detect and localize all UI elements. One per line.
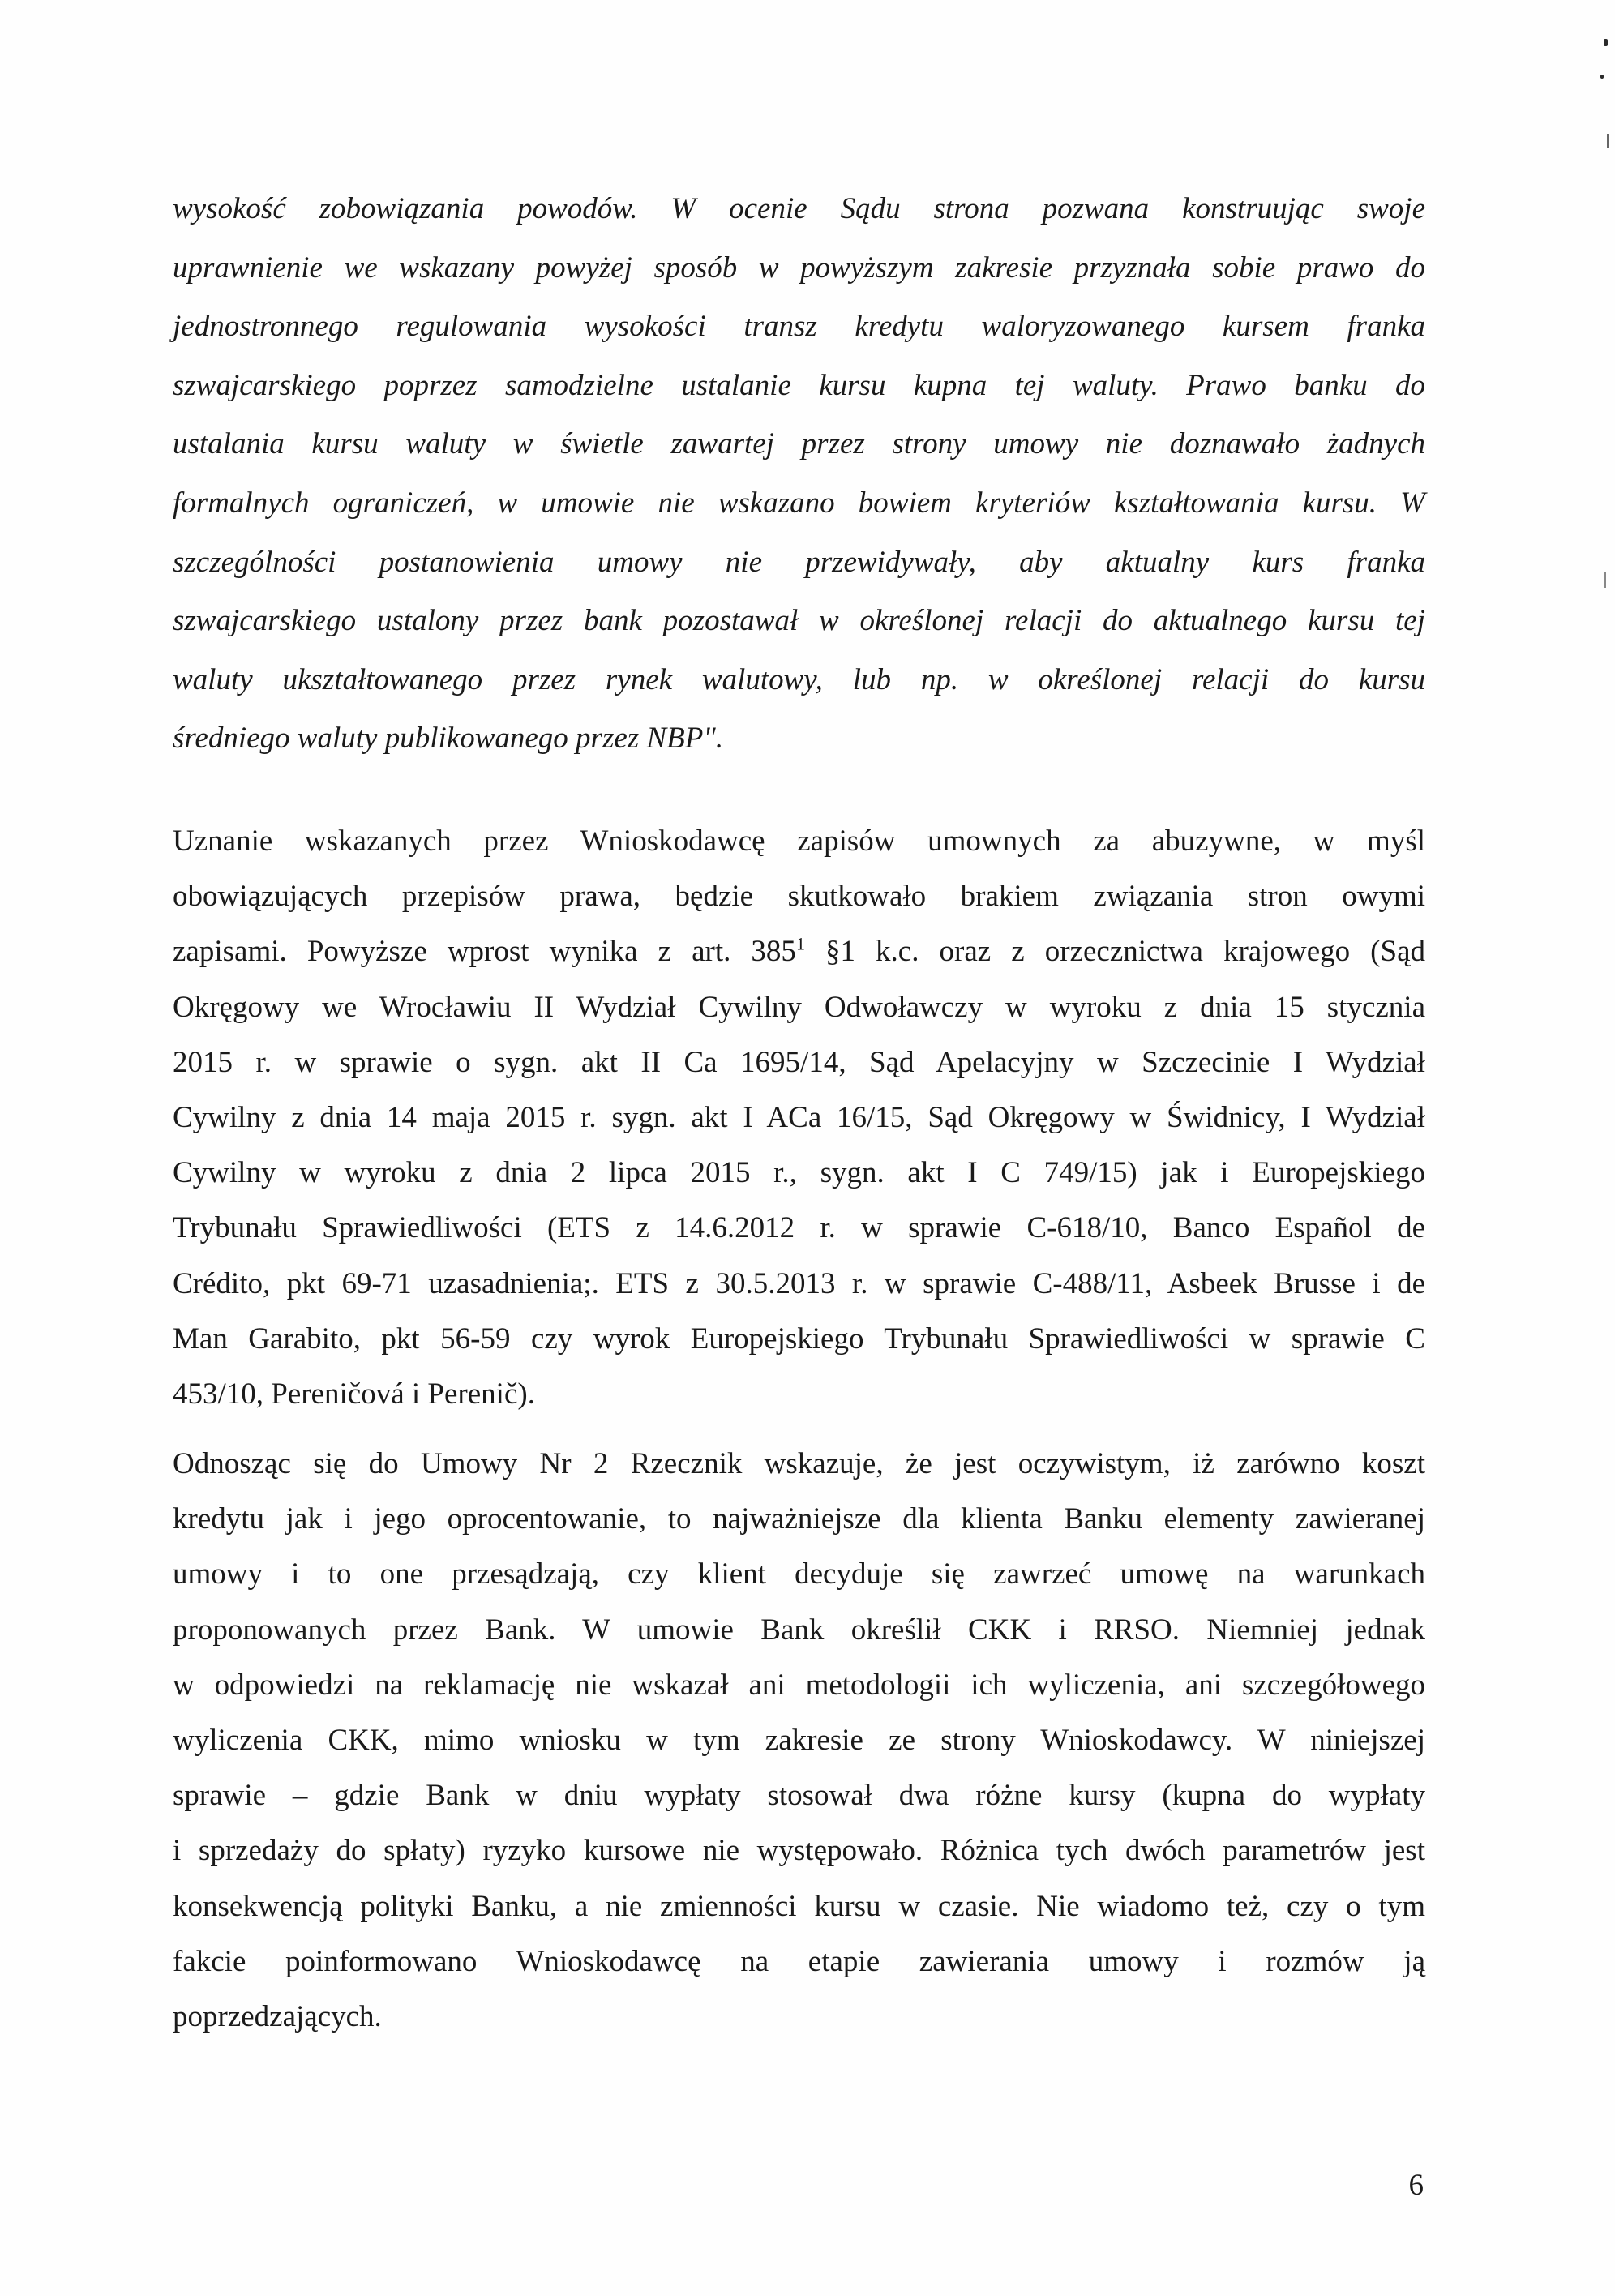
- quote-line: wysokość zobowiązania powodów. W ocenie Sądu strona pozwana konstruując swoje: [173, 192, 1425, 225]
- quote-line: szczególności postanowienia umowy nie przewidywały, aby aktualny kurs franka: [173, 545, 1425, 579]
- scan-artifact: [1607, 134, 1609, 148]
- paragraph-line: fakcie poinformowano Wnioskodawcę na etapie zawierania umowy i rozmów ją: [173, 1944, 1425, 1978]
- paragraph-line: umowy i to one przesądzają, czy klient decyduje się zawrzeć umowę na warunkach: [173, 1557, 1425, 1591]
- paragraph-line: [173, 924, 1425, 979]
- page-number: 6: [1408, 2169, 1424, 2202]
- paragraph-line: sprawie – gdzie Bank w dniu wypłaty stosował dwa różne kursy (kupna do wypłaty: [173, 1779, 1425, 1813]
- quote-line: ustalania kursu waluty w świetle zawartej przez strony umowy nie doznawało żadnych: [173, 427, 1425, 461]
- article-superscript: 1: [795, 934, 805, 955]
- paragraph-line: Crédito, pkt 69-71 uzasadnienia;. ETS z 30.5.2013 r. w sprawie C-488/11, Asbeek Brusse i de: [173, 1266, 1425, 1300]
- article-reference: zapisami. Powyższe wprost wynika z art. 385: [173, 935, 796, 969]
- quote-line: waluty ukształtowanego przez rynek walutowy, lub np. w określonej relacji do kursu: [173, 662, 1425, 696]
- article-reference-rest: §1 k.c. oraz z orzecznictwa krajowego (Sąd: [804, 935, 1425, 969]
- quoted-judgment-text: [173, 180, 1425, 769]
- paragraph-line: i sprzedaży do spłaty) ryzyko kursowe nie występowało. Różnica tych dwóch parametrów jest: [173, 1834, 1425, 1868]
- paragraph-line: Cywilny z dnia 14 maja 2015 r. sygn. akt I ACa 16/15, Sąd Okręgowy w Świdnicy, I Wydział: [173, 1101, 1425, 1135]
- paragraph-line: obowiązujących przepisów prawa, będzie skutkowało brakiem związania stron owymi: [173, 880, 1425, 914]
- quote-line: szwajcarskiego poprzez samodzielne ustalanie kursu kupna tej waluty. Prawo banku do: [173, 368, 1425, 402]
- paragraph-line: Uznanie wskazanych przez Wnioskodawcę zapisów umownych za abuzywne, w myśl: [173, 825, 1425, 858]
- paragraph-line: kredytu jak i jego oprocentowanie, to najważniejsze dla klienta Banku elementy zawieranej: [173, 1502, 1425, 1536]
- paragraph-line: poprzedzających.: [173, 2000, 382, 2034]
- paragraph-line: Cywilny w wyroku z dnia 2 lipca 2015 r., sygn. akt I C 749/15) jak i Europejskiego: [173, 1156, 1425, 1190]
- paragraph-line: proponowanych przez Bank. W umowie Bank określił CKK i RRSO. Niemniej jednak: [173, 1613, 1425, 1647]
- paragraph-contract-no-2: [173, 1437, 1425, 2045]
- quote-line: szwajcarskiego ustalony przez bank pozostawał w określonej relacji do aktualnego kursu tej: [173, 604, 1425, 638]
- quote-line: formalnych ograniczeń, w umowie nie wskazano bowiem kryteriów kształtowania kursu. W: [173, 486, 1425, 520]
- paragraph-abusive-clauses: [173, 814, 1425, 1422]
- paragraph-line: Odnosząc się do Umowy Nr 2 Rzecznik wskazuje, że jest oczywistym, iż zarówno koszt: [173, 1447, 1425, 1480]
- scan-artifact: [1604, 572, 1606, 588]
- paragraph-line: Trybunału Sprawiedliwości (ETS z 14.6.2012 r. w sprawie C-618/10, Banco Español de: [173, 1211, 1425, 1245]
- scan-artifact: [1604, 39, 1608, 46]
- paragraph-line: 2015 r. w sprawie o sygn. akt II Ca 1695/14, Sąd Apelacyjny w Szczecinie I Wydział: [173, 1045, 1425, 1079]
- paragraph-line: wyliczenia CKK, mimo wniosku w tym zakresie ze strony Wnioskodawcy. W niniejszej: [173, 1724, 1425, 1758]
- paragraph-line: w odpowiedzi na reklamację nie wskazał ani metodologii ich wyliczenia, ani szczegółowego: [173, 1668, 1425, 1702]
- paragraph-line: Man Garabito, pkt 56-59 czy wyrok Europejskiego Trybunału Sprawiedliwości w sprawie C: [173, 1321, 1425, 1356]
- quote-line: uprawnienie we wskazany powyżej sposób w powyższym zakresie przyznała sobie prawo do: [173, 251, 1425, 285]
- quote-line: średniego waluty publikowanego przez NBP".: [173, 722, 724, 756]
- paragraph-line: 453/10, Pereničová i Perenič).: [173, 1377, 535, 1411]
- scan-artifact: [1600, 75, 1604, 79]
- paragraph-line: konsekwencją polityki Banku, a nie zmienności kursu w czasie. Nie wiadomo też, czy o tym: [173, 1889, 1425, 1923]
- paragraph-line: Okręgowy we Wrocławiu II Wydział Cywilny Odwoławczy w wyroku z dnia 15 stycznia: [173, 990, 1425, 1024]
- quote-line: jednostronnego regulowania wysokości transz kredytu waloryzowanego kursem franka: [173, 310, 1425, 344]
